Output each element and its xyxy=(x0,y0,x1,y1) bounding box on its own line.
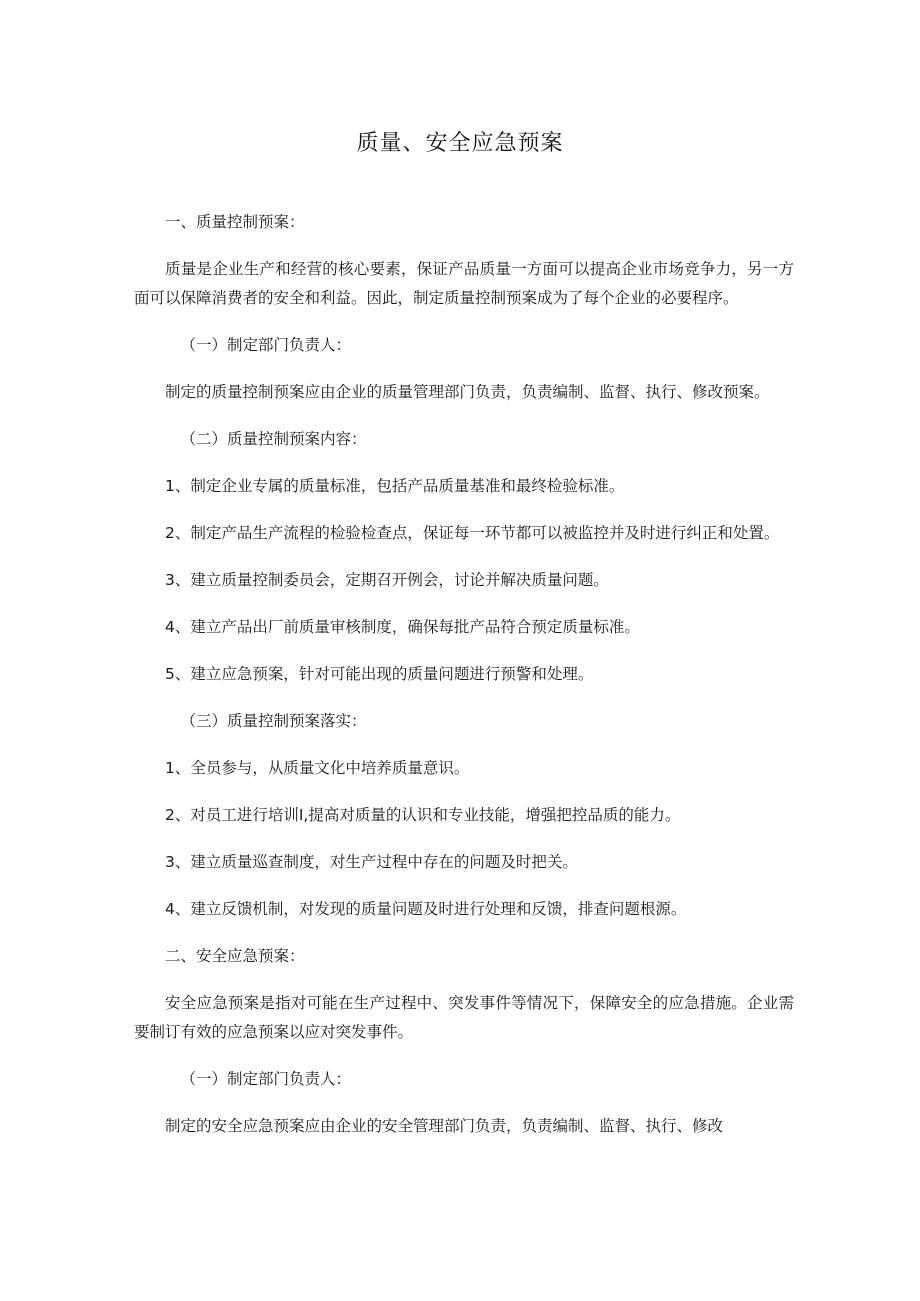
list-item-quality-implementation-1: 1、全员参与，从质量文化中培养质量意识。 xyxy=(165,759,470,777)
list-item-quality-content-2: 2、制定产品生产流程的检验检查点，保证每一环节都可以被监控并及时进行纠正和处置。 xyxy=(165,524,780,542)
paragraph-safety-intro: 安全应急预案是指对可能在生产过程中、突发事件等情况下，保障安全的应急措施。企业需要制订有效的应急预案以应对突发事件。 xyxy=(134,994,794,1041)
list-item-quality-content-4: 4、建立产品出厂前质量审核制度，确保每批产品符合预定质量标准。 xyxy=(165,618,640,636)
paragraph-safety-responsible: 制定的安全应急预案应由企业的安全管理部门负责，负责编制、监督、执行、修改 xyxy=(165,1117,724,1135)
list-item-quality-implementation-2: 2、对员工进行培训I,提高对质量的认识和专业技能，增强把控品质的能力。 xyxy=(165,806,681,824)
document-title: 质量、安全应急预案 xyxy=(356,131,564,156)
list-item-quality-content-1: 1、制定企业专属的质量标准，包括产品质量基准和最终检验标准。 xyxy=(165,477,625,495)
subheading-quality-content: （二）质量控制预案内容： xyxy=(180,430,367,448)
subheading-quality-responsible: （一）制定部门负责人： xyxy=(180,336,352,354)
document-body xyxy=(134,208,794,1159)
list-item-quality-content-3: 3、建立质量控制委员会，定期召开例会，讨论并解决质量问题。 xyxy=(165,571,609,589)
section-heading-safety: 二、安全应急预案： xyxy=(165,947,305,965)
list-item-quality-implementation-3: 3、建立质量巡查制度，对生产过程中存在的问题及时把关。 xyxy=(165,853,578,871)
list-item-quality-content-5: 5、建立应急预案，针对可能出现的质量问题进行预警和处理。 xyxy=(165,665,594,683)
list-item-quality-implementation-4: 4、建立反馈机制，对发现的质量问题及时进行处理和反馈，排查问题根源。 xyxy=(165,900,687,918)
paragraph-quality-intro: 质量是企业生产和经营的核心要素，保证产品质量一方面可以提高企业市场竞争力，另一方面可以保障消费者的安全和利益。因此，制定质量控制预案成为了每个企业的必要程序。 xyxy=(134,260,794,307)
subheading-safety-responsible: （一）制定部门负责人： xyxy=(180,1070,352,1088)
section-heading-quality: 一、质量控制预案： xyxy=(165,213,305,231)
subheading-quality-implementation: （三）质量控制预案落实： xyxy=(180,712,367,730)
paragraph-quality-responsible: 制定的质量控制预案应由企业的质量管理部门负责，负责编制、监督、执行、修改预案。 xyxy=(165,383,770,401)
